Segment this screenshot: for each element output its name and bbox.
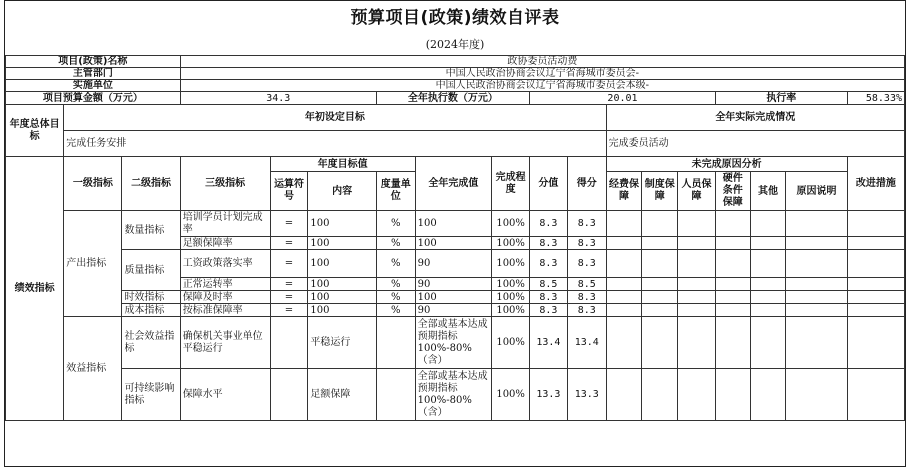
degree-cell: 100% xyxy=(492,304,530,317)
value-cell: 90 xyxy=(415,250,492,278)
value-cell: 全部或基本达成预期指标100%-80%（含） xyxy=(415,369,492,421)
initial-goal-text: 完成任务安排 xyxy=(64,131,606,157)
staff-header: 人员保障 xyxy=(678,172,716,211)
value-cell: 全部或基本达成预期指标100%-80%（含） xyxy=(415,317,492,369)
content-cell: 100 xyxy=(308,237,376,250)
improve-header: 改进措施 xyxy=(847,157,904,211)
system-header: 制度保障 xyxy=(642,172,678,211)
op-cell: = xyxy=(270,278,308,291)
score-cell: 8.3 xyxy=(567,291,606,304)
op-header: 运算符号 xyxy=(270,172,308,211)
sheet-year: (2024年度) xyxy=(425,38,485,51)
indicator-name: 正常运转率 xyxy=(180,278,270,291)
indicator-name: 保障及时率 xyxy=(180,291,270,304)
quantity-indicator-label: 数量指标 xyxy=(122,211,180,250)
target-group-header: 年度目标值 xyxy=(270,157,415,172)
actual-goal-text: 完成委员活动 xyxy=(606,131,904,157)
unit-label: 实施单位 xyxy=(6,80,181,92)
score-cell: 8.3 xyxy=(567,250,606,278)
dept-value: 中国人民政治协商会议辽宁省海城市委员会- xyxy=(180,68,904,80)
score-cell: 8.3 xyxy=(567,237,606,250)
degree-cell: 100% xyxy=(492,317,530,369)
content-header: 内容 xyxy=(308,172,376,211)
unit-value: 中国人民政治协商会议辽宁省海城市委员会本级- xyxy=(180,80,904,92)
score-cell: 13.3 xyxy=(567,369,606,421)
content-cell: 平稳运行 xyxy=(308,317,376,369)
evaluation-table xyxy=(5,55,905,421)
degree-header: 完成程度 xyxy=(492,157,530,211)
table-row xyxy=(6,211,905,237)
weight-cell: 8.3 xyxy=(530,237,568,250)
value-cell: 100 xyxy=(415,291,492,304)
benefit-indicator-label: 效益指标 xyxy=(64,317,122,421)
cost-indicator-label: 成本指标 xyxy=(122,304,180,317)
indicator-header-row-1 xyxy=(6,157,905,172)
weight-cell: 8.3 xyxy=(530,291,568,304)
unit-cell: % xyxy=(376,250,415,278)
weight-cell: 8.3 xyxy=(530,304,568,317)
score-cell: 13.4 xyxy=(567,317,606,369)
budget-value: 34.3 xyxy=(180,92,376,105)
unit-header: 度量单位 xyxy=(376,172,415,211)
op-cell: = xyxy=(270,304,308,317)
indicator-name: 足额保障率 xyxy=(180,237,270,250)
reason-group-header: 未完成原因分析 xyxy=(606,157,847,172)
op-cell: = xyxy=(270,250,308,278)
evaluation-sheet xyxy=(4,0,906,467)
op-cell xyxy=(270,317,308,369)
sustain-indicator-label: 可持续影响指标 xyxy=(122,369,180,421)
funding-header: 经费保障 xyxy=(606,172,642,211)
rate-value: 58.33% xyxy=(847,92,904,105)
op-cell: = xyxy=(270,211,308,237)
output-indicator-label: 产出指标 xyxy=(64,211,122,317)
timeliness-indicator-label: 时效指标 xyxy=(122,291,180,304)
table-row xyxy=(6,317,905,369)
quality-indicator-label: 质量指标 xyxy=(122,250,180,291)
other-header: 其他 xyxy=(750,172,786,211)
table-row xyxy=(6,304,905,317)
goal-content-row xyxy=(6,131,905,157)
full-year-header: 全年完成值 xyxy=(415,157,492,211)
table-row xyxy=(6,291,905,304)
unit-cell: % xyxy=(376,291,415,304)
level3-header: 三级指标 xyxy=(180,157,270,211)
indicator-name: 保障水平 xyxy=(180,369,270,421)
project-name-label: 项目(政策)名称 xyxy=(6,56,181,68)
content-cell: 100 xyxy=(308,304,376,317)
content-cell: 100 xyxy=(308,291,376,304)
degree-cell: 100% xyxy=(492,369,530,421)
dept-label: 主管部门 xyxy=(6,68,181,80)
weight-cell: 13.4 xyxy=(530,317,568,369)
explain-header: 原因说明 xyxy=(786,172,847,211)
degree-cell: 100% xyxy=(492,278,530,291)
content-cell: 足额保障 xyxy=(308,369,376,421)
op-cell xyxy=(270,369,308,421)
weight-cell: 8.5 xyxy=(530,278,568,291)
indicator-name: 按标准保障率 xyxy=(180,304,270,317)
info-row-dept xyxy=(6,68,905,80)
content-cell: 100 xyxy=(308,250,376,278)
exec-value: 20.01 xyxy=(530,92,716,105)
project-name-value: 政协委员活动费 xyxy=(180,56,904,68)
score-header: 得分 xyxy=(567,157,606,211)
value-cell: 90 xyxy=(415,278,492,291)
score-cell: 8.3 xyxy=(567,211,606,237)
info-row-budget xyxy=(6,92,905,105)
unit-cell: % xyxy=(376,304,415,317)
weight-header: 分值 xyxy=(530,157,568,211)
initial-goal-label: 年初设定目标 xyxy=(64,105,606,131)
score-cell: 8.5 xyxy=(567,278,606,291)
annual-goal-label: 年度总体目标 xyxy=(6,105,64,157)
info-row-unit xyxy=(6,80,905,92)
op-cell: = xyxy=(270,237,308,250)
sheet-title: 预算项目(政策)绩效自评表 xyxy=(350,8,560,28)
weight-cell: 8.3 xyxy=(530,250,568,278)
degree-cell: 100% xyxy=(492,250,530,278)
actual-goal-label: 全年实际完成情况 xyxy=(606,105,904,131)
unit-cell: % xyxy=(376,278,415,291)
indicator-name: 工资政策落实率 xyxy=(180,250,270,278)
indicator-name: 培训学员计划完成率 xyxy=(180,211,270,237)
content-cell: 100 xyxy=(308,278,376,291)
degree-cell: 100% xyxy=(492,291,530,304)
level1-header: 一级指标 xyxy=(64,157,122,211)
value-cell: 100 xyxy=(415,211,492,237)
social-indicator-label: 社会效益指标 xyxy=(122,317,180,369)
unit-cell xyxy=(376,369,415,421)
op-cell: = xyxy=(270,291,308,304)
level2-header: 二级指标 xyxy=(122,157,180,211)
value-cell: 100 xyxy=(415,237,492,250)
unit-cell: % xyxy=(376,211,415,237)
budget-label: 项目预算金额（万元） xyxy=(6,92,181,105)
goal-header-row xyxy=(6,105,905,131)
rate-label: 执行率 xyxy=(715,92,847,105)
table-row xyxy=(6,369,905,421)
perf-indicator-label: 绩效指标 xyxy=(6,157,64,421)
weight-cell: 8.3 xyxy=(530,211,568,237)
content-cell: 100 xyxy=(308,211,376,237)
hardware-header: 硬件条件保障 xyxy=(715,172,750,211)
indicator-name: 确保机关事业单位平稳运行 xyxy=(180,317,270,369)
weight-cell: 13.3 xyxy=(530,369,568,421)
value-cell: 90 xyxy=(415,304,492,317)
unit-cell xyxy=(376,317,415,369)
degree-cell: 100% xyxy=(492,237,530,250)
table-row xyxy=(6,250,905,278)
info-row-project xyxy=(6,56,905,68)
degree-cell: 100% xyxy=(492,211,530,237)
unit-cell: % xyxy=(376,237,415,250)
score-cell: 8.3 xyxy=(567,304,606,317)
exec-label: 全年执行数（万元） xyxy=(376,92,529,105)
